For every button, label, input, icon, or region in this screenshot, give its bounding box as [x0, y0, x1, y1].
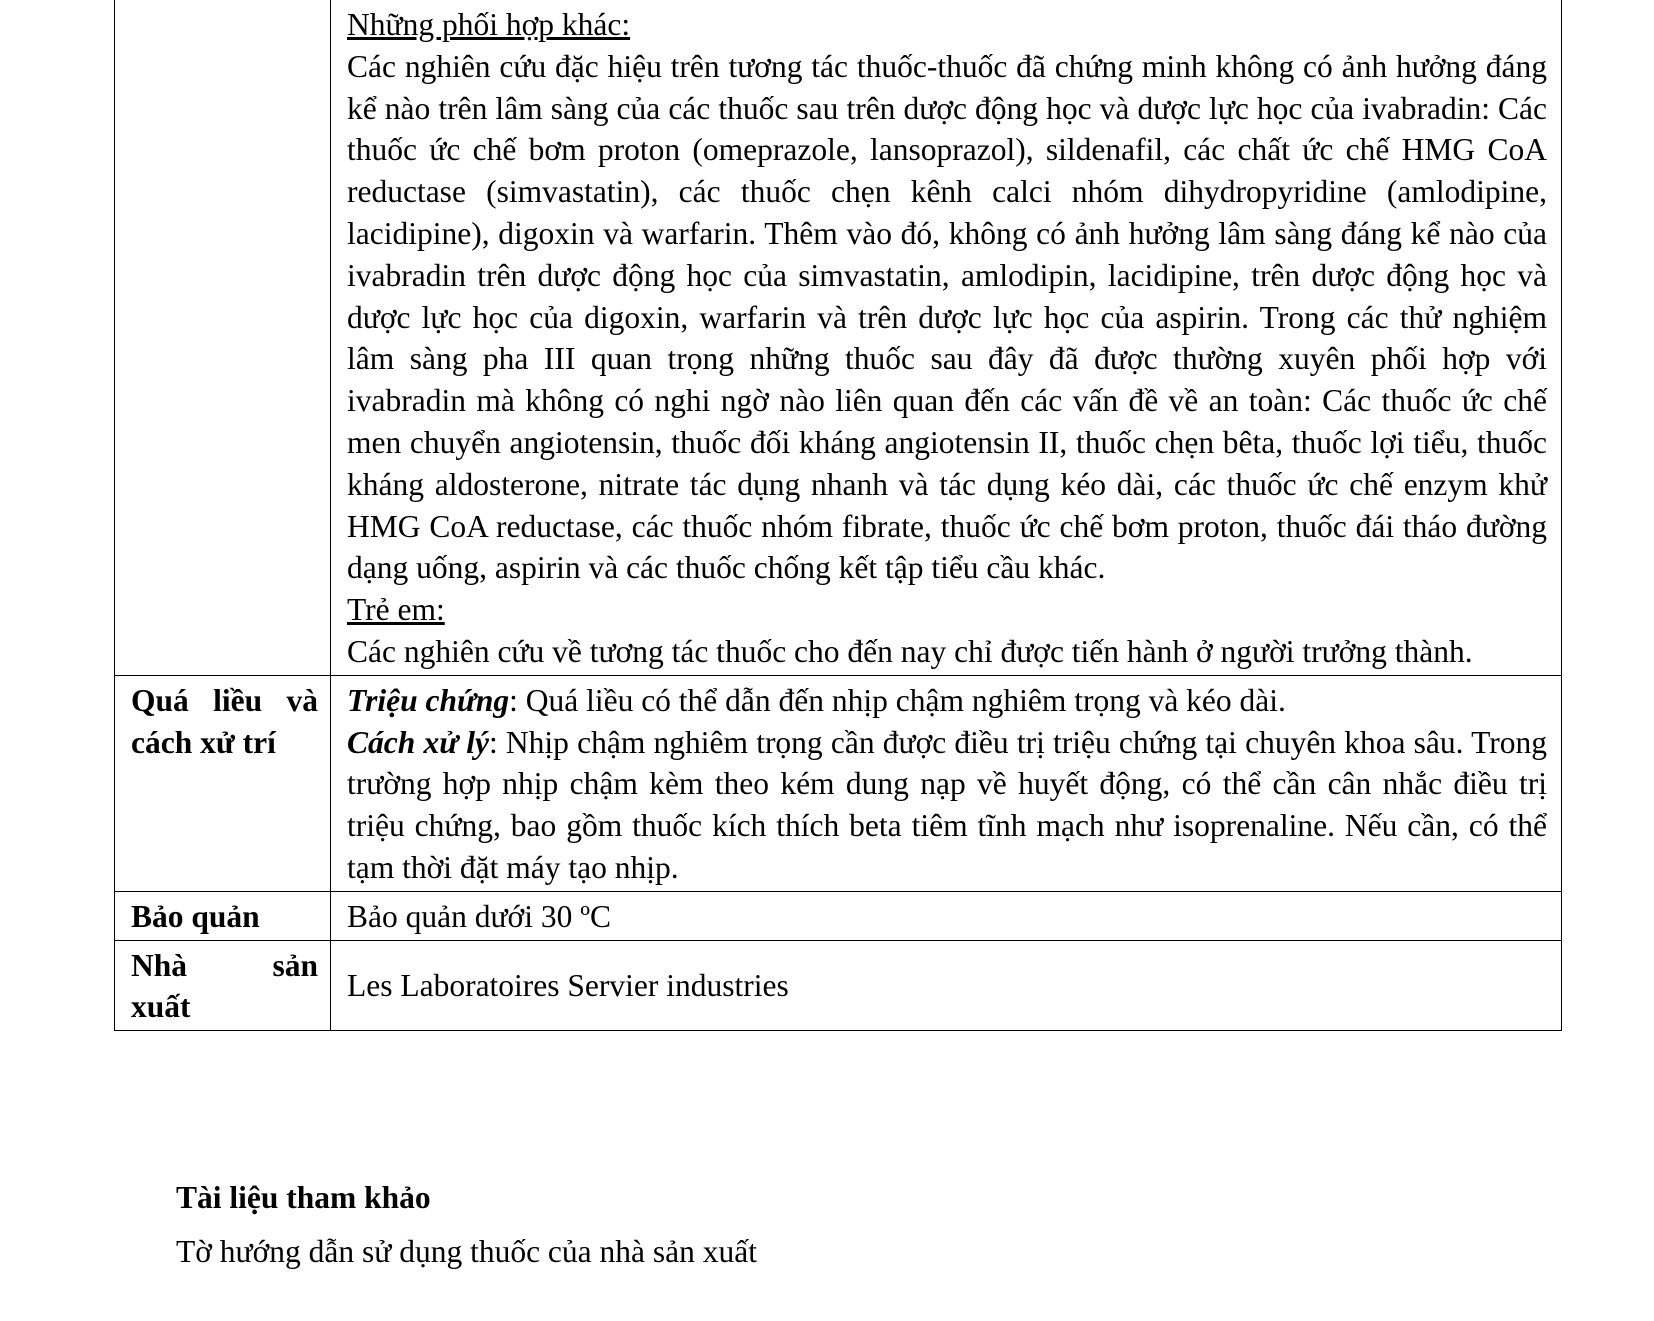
children-text: Các nghiên cứu về tương tác thuốc cho đến nay chỉ được tiến hành ở người trưởng thành.: [347, 633, 1473, 669]
interactions-row: [115, 0, 1562, 675]
overdose-label-line2: cách xử trí: [131, 724, 276, 760]
manufacturer-label-line1: Nhà sản: [131, 947, 318, 983]
treatment-term: Cách xử lý: [347, 724, 489, 760]
children-heading: Trẻ em:: [347, 592, 445, 628]
references-title: Tài liệu tham khảo: [176, 1180, 431, 1215]
symptoms-term: Triệu chứng: [347, 682, 510, 718]
manufacturer-label-line2: xuất: [131, 989, 191, 1025]
storage-row: [115, 891, 1562, 940]
storage-label: Bảo quản: [115, 891, 331, 940]
overdose-label-cell: [115, 675, 331, 891]
other-combinations-heading: Những phối hợp khác:: [347, 7, 631, 42]
drug-info-table: [114, 0, 1562, 1031]
treatment-text: : Nhịp chậm nghiêm trọng cần được điều trị triệu chứng tại chuyên khoa sâu. Trong trường hợp nhịp chậm kèm theo kém dung nạp về huyết động, có thể cần cân nhắc điều trị triệu chứng, bao gồm thuốc kích thích beta tiêm tĩnh mạch như isoprenaline. Nếu cần, có thể tạm thời đặt máy tạo nhịp.: [347, 724, 1548, 885]
overdose-row: [115, 675, 1562, 891]
manufacturer-value: Les Laboratoires Servier industries: [331, 940, 1562, 1031]
interactions-content-cell: [331, 0, 1562, 675]
overdose-label-line1: Quá liều và: [131, 682, 318, 718]
manufacturer-row: [115, 940, 1562, 1031]
references-text: Tờ hướng dẫn sử dụng thuốc của nhà sản xuất: [176, 1234, 757, 1269]
manufacturer-label-cell: [115, 940, 331, 1031]
symptoms-text: : Quá liều có thể dẫn đến nhịp chậm nghiêm trọng và kéo dài.: [509, 682, 1286, 718]
storage-value: Bảo quản dưới 30 ºC: [331, 891, 1562, 940]
interactions-label-cell: [115, 0, 331, 675]
treatment-paragraph: [347, 722, 1547, 889]
symptoms-paragraph: [347, 680, 1547, 722]
overdose-content-cell: [331, 675, 1562, 891]
other-combinations-text: Các nghiên cứu đặc hiệu trên tương tác thuốc-thuốc đã chứng minh không có ảnh hưởng đáng kể nào trên lâm sàng của các thuốc sau trên dược động học và dược lực học của ivabradin: Các thuốc ức chế bơm proton (omeprazole, lansoprazol), sildenafil, các chất ức chế HMG CoA reductase (simvastatin), các thuốc chẹn kênh calci nhóm dihydropyridine (amlodipine, lacidipine), digoxin và warfarin. Thêm vào đó, không có ảnh hưởng lâm sàng đáng kể nào của ivabradin trên dược động học của simvastatin, amlodipin, lacidipine, trên dược động học và dược lực học của digoxin, warfarin và trên dược lực học của aspirin. Trong các thử nghiệm lâm sàng pha III quan trọng những thuốc sau đây đã được thường xuyên phối hợp với ivabradin mà không có nghi ngờ nào liên quan đến các vấn đề về an toàn: Các thuốc ức chế men chuyển angiotensin, thuốc đối kháng angiotensin II, thuốc chẹn bêta, thuốc lợi tiểu, thuốc kháng aldosterone, nitrate tác dụng nhanh và tác dụng kéo dài, các thuốc ức chế enzym khử HMG CoA reductase, các thuốc nhóm fibrate, thuốc ức chế bơm proton, thuốc đái tháo đường dạng uống, aspirin và các thuốc chống kết tập tiểu cầu khác.: [347, 48, 1547, 586]
